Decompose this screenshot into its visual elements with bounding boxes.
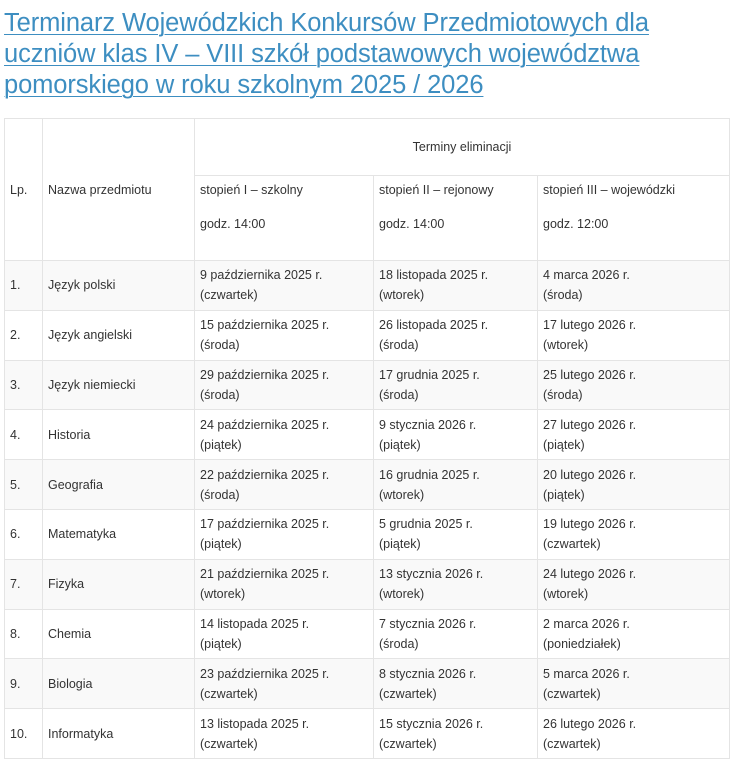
stage-3-time: godz. 12:00 bbox=[543, 217, 609, 231]
table-row bbox=[5, 460, 730, 510]
row-lp: 6. bbox=[5, 509, 43, 559]
table-row bbox=[5, 261, 730, 311]
weekday-text: (środa) bbox=[379, 387, 419, 402]
date-text: 5 grudnia 2025 r. bbox=[379, 517, 473, 532]
stage-3-name: stopień III – wojewódzki bbox=[543, 183, 676, 197]
row-lp: 7. bbox=[5, 559, 43, 609]
row-stage-1-date bbox=[195, 261, 374, 311]
date-text: 21 października 2025 r. bbox=[200, 567, 330, 582]
row-subject: Język niemiecki bbox=[43, 360, 195, 410]
row-stage-2-date bbox=[374, 360, 538, 410]
row-lp: 10. bbox=[5, 709, 43, 759]
row-subject: Geografia bbox=[43, 460, 195, 510]
date-text: 14 listopada 2025 r. bbox=[200, 616, 310, 631]
row-lp: 1. bbox=[5, 261, 43, 311]
row-stage-1-date bbox=[195, 360, 374, 410]
row-subject: Informatyka bbox=[43, 709, 195, 759]
weekday-text: (środa) bbox=[200, 338, 240, 353]
weekday-text: (czwartek) bbox=[200, 288, 258, 303]
row-subject: Język polski bbox=[43, 261, 195, 311]
table-row bbox=[5, 310, 730, 360]
date-text: 24 października 2025 r. bbox=[200, 417, 330, 432]
table-row bbox=[5, 609, 730, 659]
row-stage-1-date bbox=[195, 559, 374, 609]
header-lp: Lp. bbox=[5, 119, 43, 261]
row-stage-2-date bbox=[374, 460, 538, 510]
weekday-text: (wtorek) bbox=[543, 587, 589, 602]
date-text: 18 listopada 2025 r. bbox=[379, 268, 489, 283]
date-text: 9 października 2025 r. bbox=[200, 268, 323, 283]
weekday-text: (piątek) bbox=[200, 437, 242, 452]
row-stage-1-date bbox=[195, 709, 374, 759]
row-stage-1-date bbox=[195, 659, 374, 709]
table-row bbox=[5, 509, 730, 559]
row-stage-3-date bbox=[538, 410, 730, 460]
date-text: 2 marca 2026 r. bbox=[543, 616, 630, 631]
stage-1-name: stopień I – szkolny bbox=[200, 183, 303, 197]
date-text: 23 października 2025 r. bbox=[200, 666, 330, 681]
weekday-text: (wtorek) bbox=[543, 338, 589, 353]
row-subject: Chemia bbox=[43, 609, 195, 659]
row-stage-2-date bbox=[374, 410, 538, 460]
weekday-text: (środa) bbox=[200, 387, 240, 402]
row-stage-3-date bbox=[538, 609, 730, 659]
row-stage-1-date bbox=[195, 609, 374, 659]
date-text: 26 lutego 2026 r. bbox=[543, 716, 637, 731]
row-stage-1-date bbox=[195, 410, 374, 460]
row-stage-2-date bbox=[374, 559, 538, 609]
row-stage-1-date bbox=[195, 310, 374, 360]
weekday-text: (wtorek) bbox=[200, 587, 246, 602]
date-text: 19 lutego 2026 r. bbox=[543, 517, 637, 532]
row-lp: 3. bbox=[5, 360, 43, 410]
date-text: 17 grudnia 2025 r. bbox=[379, 367, 480, 382]
weekday-text: (piątek) bbox=[543, 437, 585, 452]
row-stage-3-date bbox=[538, 559, 730, 609]
weekday-text: (piątek) bbox=[200, 636, 242, 651]
table-row bbox=[5, 559, 730, 609]
weekday-text: (piątek) bbox=[379, 437, 421, 452]
weekday-text: (czwartek) bbox=[379, 736, 437, 751]
weekday-text: (piątek) bbox=[379, 537, 421, 552]
date-text: 26 listopada 2025 r. bbox=[379, 318, 489, 333]
header-elimination-dates: Terminy eliminacji bbox=[195, 119, 730, 176]
table-row bbox=[5, 410, 730, 460]
header-subject: Nazwa przedmiotu bbox=[43, 119, 195, 261]
weekday-text: (czwartek) bbox=[543, 686, 601, 701]
row-stage-2-date bbox=[374, 659, 538, 709]
weekday-text: (czwartek) bbox=[200, 686, 258, 701]
row-stage-2-date bbox=[374, 709, 538, 759]
date-text: 8 stycznia 2026 r. bbox=[379, 666, 477, 681]
date-text: 20 lutego 2026 r. bbox=[543, 467, 637, 482]
row-stage-1-date bbox=[195, 460, 374, 510]
weekday-text: (środa) bbox=[543, 288, 583, 303]
date-text: 13 listopada 2025 r. bbox=[200, 716, 310, 731]
date-text: 29 października 2025 r. bbox=[200, 367, 330, 382]
row-stage-1-date bbox=[195, 509, 374, 559]
weekday-text: (piątek) bbox=[543, 487, 585, 502]
page-title-link[interactable]: Terminarz Wojewódzkich Konkursów Przedmiotowych dla uczniów klas IV – VIII szkół podstawowych województwa pomorskiego w roku szkolnym 2025 / 2026 bbox=[4, 9, 649, 99]
weekday-text: (środa) bbox=[543, 387, 583, 402]
date-text: 4 marca 2026 r. bbox=[543, 268, 630, 283]
date-text: 24 lutego 2026 r. bbox=[543, 567, 637, 582]
stage-1-time: godz. 14:00 bbox=[200, 217, 266, 231]
stage-2-time: godz. 14:00 bbox=[379, 217, 445, 231]
weekday-text: (piątek) bbox=[200, 537, 242, 552]
row-stage-2-date bbox=[374, 261, 538, 311]
date-text: 25 lutego 2026 r. bbox=[543, 367, 637, 382]
weekday-text: (czwartek) bbox=[543, 736, 601, 751]
weekday-text: (wtorek) bbox=[379, 288, 425, 303]
date-text: 13 stycznia 2026 r. bbox=[379, 567, 484, 582]
row-stage-3-date bbox=[538, 360, 730, 410]
row-stage-3-date bbox=[538, 460, 730, 510]
row-stage-3-date bbox=[538, 659, 730, 709]
date-text: 17 października 2025 r. bbox=[200, 517, 330, 532]
row-stage-2-date bbox=[374, 310, 538, 360]
row-subject: Język angielski bbox=[43, 310, 195, 360]
row-lp: 9. bbox=[5, 659, 43, 709]
date-text: 17 lutego 2026 r. bbox=[543, 318, 637, 333]
row-subject: Matematyka bbox=[43, 509, 195, 559]
row-lp: 2. bbox=[5, 310, 43, 360]
row-stage-2-date bbox=[374, 609, 538, 659]
header-stage-2 bbox=[374, 176, 538, 261]
row-lp: 5. bbox=[5, 460, 43, 510]
date-text: 9 stycznia 2026 r. bbox=[379, 417, 477, 432]
table-row bbox=[5, 709, 730, 759]
stage-2-name: stopień II – rejonowy bbox=[379, 183, 494, 197]
date-text: 15 października 2025 r. bbox=[200, 318, 330, 333]
header-stage-1 bbox=[195, 176, 374, 261]
row-subject: Historia bbox=[43, 410, 195, 460]
date-text: 22 października 2025 r. bbox=[200, 467, 330, 482]
row-stage-3-date bbox=[538, 709, 730, 759]
row-stage-3-date bbox=[538, 310, 730, 360]
weekday-text: (środa) bbox=[200, 487, 240, 502]
weekday-text: (środa) bbox=[379, 338, 419, 353]
schedule-table bbox=[4, 118, 730, 759]
row-stage-3-date bbox=[538, 509, 730, 559]
row-stage-2-date bbox=[374, 509, 538, 559]
date-text: 16 grudnia 2025 r. bbox=[379, 467, 480, 482]
row-subject: Fizyka bbox=[43, 559, 195, 609]
date-text: 27 lutego 2026 r. bbox=[543, 417, 637, 432]
weekday-text: (czwartek) bbox=[200, 736, 258, 751]
row-subject: Biologia bbox=[43, 659, 195, 709]
table-row bbox=[5, 360, 730, 410]
date-text: 7 stycznia 2026 r. bbox=[379, 616, 477, 631]
weekday-text: (czwartek) bbox=[379, 686, 437, 701]
row-lp: 8. bbox=[5, 609, 43, 659]
date-text: 5 marca 2026 r. bbox=[543, 666, 630, 681]
header-stage-3 bbox=[538, 176, 730, 261]
weekday-text: (wtorek) bbox=[379, 487, 425, 502]
weekday-text: (wtorek) bbox=[379, 587, 425, 602]
date-text: 15 stycznia 2026 r. bbox=[379, 716, 484, 731]
table-row bbox=[5, 659, 730, 709]
row-stage-3-date bbox=[538, 261, 730, 311]
weekday-text: (czwartek) bbox=[543, 537, 601, 552]
weekday-text: (środa) bbox=[379, 636, 419, 651]
weekday-text: (poniedziałek) bbox=[543, 636, 621, 651]
row-lp: 4. bbox=[5, 410, 43, 460]
